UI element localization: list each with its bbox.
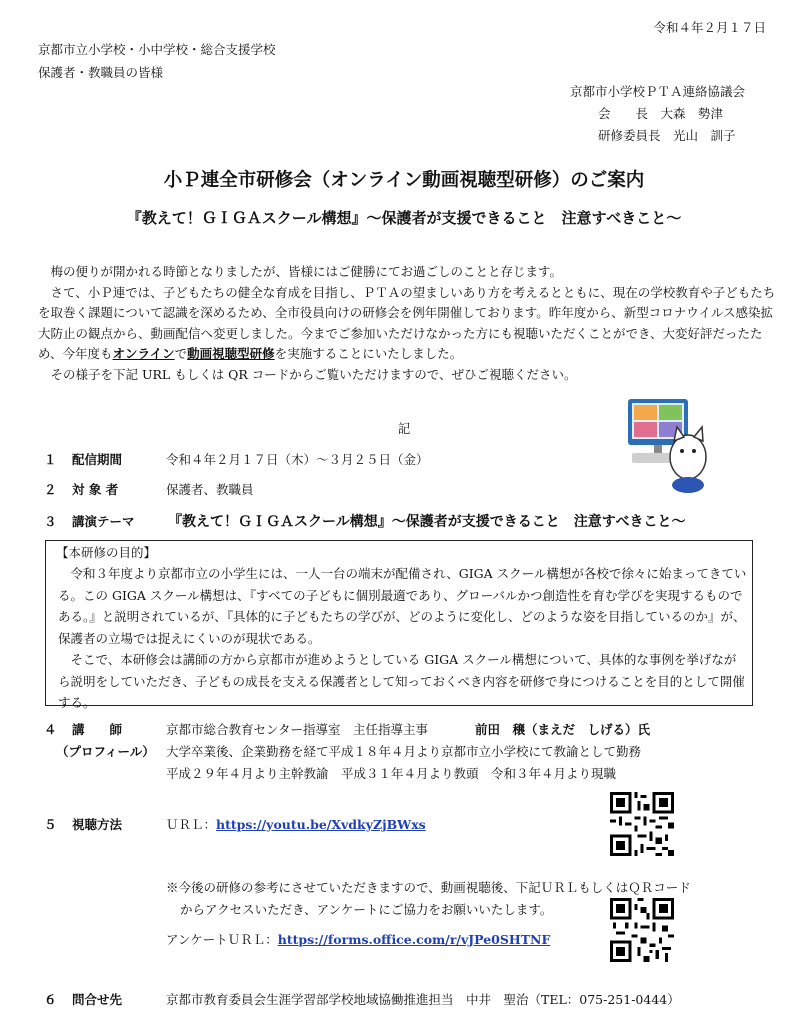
intro-text — [38, 262, 782, 385]
item-4-label: 講 師 — [72, 722, 123, 737]
item-1-label: 配信期間 — [72, 452, 123, 467]
item-4-label-profile: （プロフィール） — [56, 744, 155, 759]
survey-note-2: からアクセスいただき、アンケートにご協力をお願いいたします。 — [180, 902, 553, 917]
item-2-label: 対 象 者 — [72, 482, 119, 497]
item-4-number: ４ — [44, 722, 57, 737]
survey-url-link[interactable]: https://forms.office.com/r/vJPe0SHTNF — [277, 932, 551, 947]
purpose-paragraph-1: 令和３年度より京都市立の小学生には、一人一台の端末が配備され、GIGA スクール構想が各校で徐々に始まってきている。この GIGA スクール構想は、『すべての子どもに個別最適であり、グローバルかつ創造性を育む学びを実現するものである。』と説明されているが、『具体的に子どもたちの学びが、どのように変化し、どのような姿を目指しているのか』が、保護者の立場では捉えにくいのが現状である。 — [58, 566, 747, 646]
lecturer-profile-1: 大学卒業後、企業勤務を経て平成１８年４月より京都市立小学校にて教諭として勤務 — [166, 744, 642, 759]
sender-chair: 会 長 大森 勢津 — [598, 106, 724, 121]
video-url-row — [166, 815, 426, 833]
item-3-label: 講演テーマ — [72, 514, 135, 529]
ki-marker: 記 — [397, 421, 411, 436]
item-2-value: 保護者、教職員 — [166, 482, 254, 497]
recipient-people: 保護者・教職員の皆様 — [38, 65, 164, 80]
intro-body-text: さて、小Ｐ連では、子どもたちの健全な育成を目指し、ＰＴＡの望ましいあり方を考えるとともに、現在の学校教育や子どもたちを取巻く課題について認識を深めるため、全市役員向けの研修会を例年開催しております。昨年度から、新型コロナウイルス感染拡大防止の観点から、動画配信へ変更しました。今までご参加いただけなかった方にも視聴いただくことができ、大変好評だったため、今年度も — [38, 284, 776, 361]
sender-research: 研修委員長 光山 訓子 — [598, 128, 736, 143]
item-6-number: ６ — [44, 992, 57, 1007]
contact-info: 京都市教育委員会生涯学習部学校地域協働推進担当 中井 聖治（TEL：075-251-0444） — [166, 992, 680, 1007]
page-title: 小Ｐ連全市研修会（オンライン動画視聴型研修）のご案内 — [163, 170, 645, 191]
intro-body-text-2: で — [174, 346, 188, 361]
intro-body-text-3: を実施することにいたしました。 — [274, 346, 463, 361]
video-url-link[interactable]: https://youtu.be/XvdkyZjBWxs — [216, 817, 426, 832]
item-6-label: 問合せ先 — [72, 992, 123, 1007]
item-2-number: ２ — [44, 482, 57, 497]
survey-qr-code[interactable] — [610, 898, 674, 962]
online-emphasis: オンライン — [112, 346, 175, 361]
survey-url-row — [166, 930, 550, 948]
video-qr-code[interactable] — [610, 792, 674, 856]
item-5-label: 視聴方法 — [72, 817, 123, 832]
item-1-number: １ — [44, 452, 57, 467]
lecturer-name: 前田 穣（まえだ しげる）氏 — [475, 722, 651, 737]
survey-url-label: アンケートＵＲＬ： — [166, 932, 278, 947]
survey-note-1: ※今後の研修の参考にさせていただきますので、動画視聴後、下記ＵＲＬもしくはＱＲコード — [166, 880, 691, 895]
item-3-theme: 『教えて！ＧＩＧＡスクール構想』～保護者が支援できること 注意すべきこと～ — [168, 514, 686, 530]
purpose-box — [45, 540, 753, 710]
video-emphasis: 動画視聴型研修 — [187, 346, 275, 361]
item-5-number: ５ — [44, 817, 57, 832]
item-3-number: ３ — [44, 514, 57, 529]
cat-computer-illustration — [614, 397, 716, 495]
lecturer-profile-2: 平成２９年４月より主幹教諭 平成３１年４月より教頭 令和３年４月より現職 — [166, 766, 617, 781]
purpose-body — [58, 563, 748, 714]
page-subtitle: 『教えて！ＧＩＧＡスクール構想』～保護者が支援できること 注意すべきこと～ — [126, 209, 682, 227]
intro-body — [38, 283, 782, 365]
recipient-schools: 京都市立小学校・小中学校・総合支援学校 — [38, 42, 276, 57]
video-url-label: ＵＲＬ： — [166, 817, 217, 832]
sender-org: 京都市小学校ＰＴＡ連絡協議会 — [570, 84, 746, 99]
purpose-paragraph-2: そこで、本研修会は講師の方から京都市が進めようとしている GIGA スクール構想について、具体的な事例を挙げながら説明をしていただき、子どもの成長を支える保護者として知っておくべき内容を研修で身につけることを目的として開催する。 — [58, 652, 745, 710]
item-1-value: 令和４年２月１７日（木）～３月２５日（金） — [166, 452, 429, 467]
intro-closing: その様子を下記 URL もしくは QR コードからご覧いただけますので、ぜひご視聴ください。 — [50, 366, 577, 382]
purpose-heading: 【本研修の目的】 — [56, 545, 157, 560]
issue-date: 令和４年２月１７日 — [653, 20, 766, 35]
lecturer-org: 京都市総合教育センター指導室 主任指導主事 — [166, 722, 429, 737]
recipients — [38, 38, 276, 84]
sender-block — [570, 81, 745, 147]
intro-greeting: 梅の便りが開かれる時節となりましたが、皆様にはご健勝にてお過ごしのことと存じます。 — [50, 264, 563, 279]
